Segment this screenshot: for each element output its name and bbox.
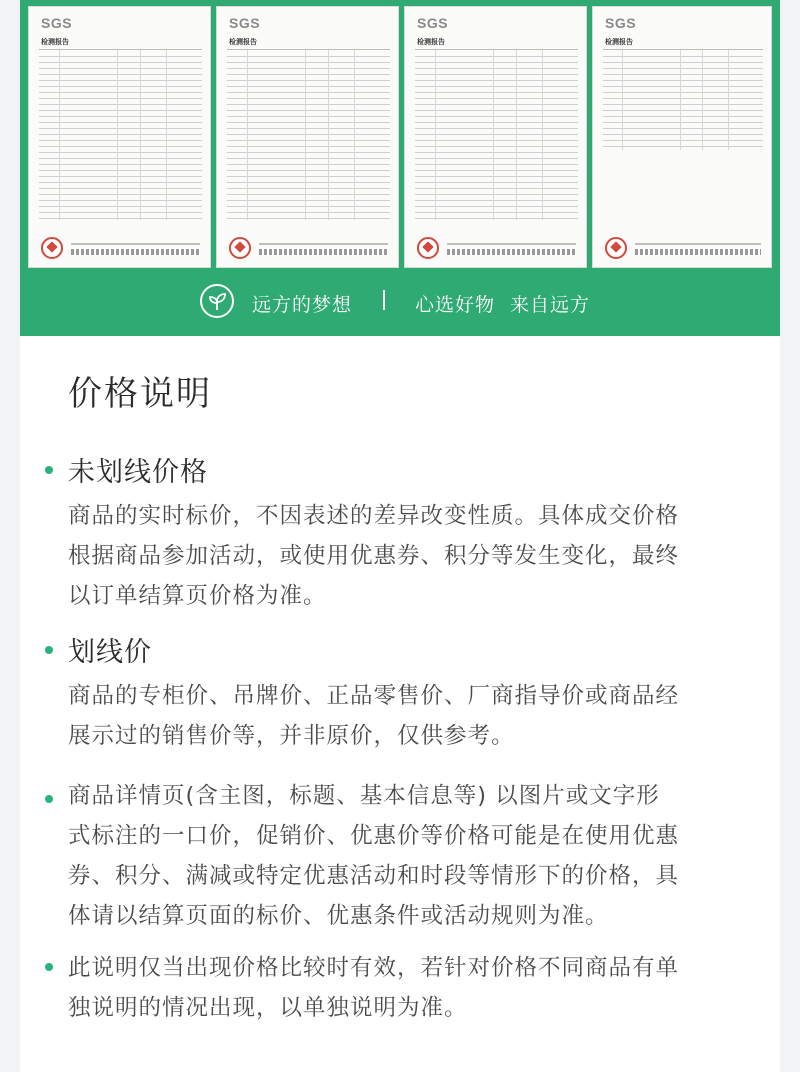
- table-rule: [39, 74, 202, 75]
- table-column-rule: [680, 50, 681, 150]
- table-rule: [39, 116, 202, 117]
- table-rule: [39, 164, 202, 165]
- table-rule: [415, 218, 578, 219]
- table-rule: [415, 92, 578, 93]
- table-rule: [415, 206, 578, 207]
- note-comparison-validity: 此说明仅当出现价格比较时有效，若针对价格不同商品有单 独说明的情况出现，以单独说明为准。: [68, 955, 680, 1021]
- note-detail-page-price: 商品详情页(含主图，标题、基本信息等) 以图片或文字形 式标注的一口价，促销价、优惠价等价格可能是在使用优惠 券、积分、满减或特定优惠活动和时段等情形下的价格，具 体请以结算页面的标价、优惠条件或活动规则为准。: [68, 783, 680, 929]
- table-rule: [227, 86, 390, 87]
- table-rule: [603, 116, 763, 117]
- table-rule: [39, 80, 202, 81]
- section-body-lined-price: 商品的专柜价、吊牌价、正品零售价、厂商指导价或商品经 展示过的销售价等，并非原价，仅供参考。: [68, 683, 680, 749]
- table-rule: [603, 128, 763, 129]
- table-rule: [415, 128, 578, 129]
- sgs-report-banner: [20, 0, 780, 336]
- table-column-rule: [140, 50, 141, 220]
- table-rule: [39, 170, 202, 171]
- table-rule: [415, 104, 578, 105]
- report-table: [415, 49, 578, 220]
- table-rule: [415, 98, 578, 99]
- table-rule: [415, 134, 578, 135]
- table-rule: [39, 68, 202, 69]
- section-body-unlined-price: 商品的实时标价，不因表述的差异改变性质。具体成交价格 根据商品参加活动，或使用优惠券、积分等发生变化，最终 以订单结算页价格为准。: [68, 503, 680, 609]
- table-rule: [603, 92, 763, 93]
- bullet-icon: [45, 963, 53, 971]
- table-rule: [603, 86, 763, 87]
- table-rule: [227, 170, 390, 171]
- table-rule: [39, 110, 202, 111]
- report-footer-text: [71, 249, 200, 255]
- table-rule: [603, 146, 763, 147]
- table-rule: [227, 164, 390, 165]
- table-rule: [227, 140, 390, 141]
- report-title: 检测报告: [417, 38, 445, 46]
- table-rule: [227, 176, 390, 177]
- sgs-logo: SGS: [229, 15, 261, 31]
- sgs-logo: SGS: [605, 15, 637, 31]
- table-rule: [227, 80, 390, 81]
- table-rule: [39, 200, 202, 201]
- table-rule: [415, 152, 578, 153]
- table-rule: [227, 218, 390, 219]
- stamp-icon: [229, 237, 251, 259]
- brand-bar: [20, 268, 780, 336]
- table-column-rule: [493, 50, 494, 220]
- table-rule: [227, 122, 390, 123]
- table-rule: [603, 62, 763, 63]
- table-rule: [415, 146, 578, 147]
- table-rule: [603, 80, 763, 81]
- table-rule: [227, 200, 390, 201]
- table-rule: [39, 134, 202, 135]
- report-footer-line: [259, 243, 388, 245]
- table-rule: [39, 152, 202, 153]
- table-rule: [415, 116, 578, 117]
- table-rule: [39, 176, 202, 177]
- report-footer-text: [259, 249, 388, 255]
- table-rule: [603, 110, 763, 111]
- table-rule: [227, 188, 390, 189]
- table-column-rule: [702, 50, 703, 150]
- report-table: [603, 49, 763, 150]
- table-rule: [39, 188, 202, 189]
- table-rule: [415, 194, 578, 195]
- table-rule: [227, 194, 390, 195]
- table-column-rule: [435, 50, 436, 220]
- table-rule: [415, 80, 578, 81]
- report-thumbnail-2[interactable]: [216, 6, 399, 268]
- report-title: 检测报告: [605, 38, 633, 46]
- table-rule: [227, 62, 390, 63]
- table-rule: [227, 56, 390, 57]
- table-rule: [415, 68, 578, 69]
- report-footer-line: [635, 243, 761, 245]
- table-rule: [39, 212, 202, 213]
- table-rule: [39, 194, 202, 195]
- table-rule: [603, 122, 763, 123]
- table-column-rule: [328, 50, 329, 220]
- table-rule: [227, 68, 390, 69]
- table-rule: [415, 158, 578, 159]
- report-title: 检测报告: [41, 38, 69, 46]
- table-rule: [415, 74, 578, 75]
- table-rule: [415, 188, 578, 189]
- sprout-icon: [200, 284, 234, 318]
- table-rule: [603, 68, 763, 69]
- table-rule: [227, 146, 390, 147]
- table-rule: [227, 206, 390, 207]
- table-rule: [415, 122, 578, 123]
- brand-name: 远方的梦想: [252, 294, 353, 316]
- table-rule: [227, 110, 390, 111]
- table-rule: [39, 206, 202, 207]
- table-rule: [39, 92, 202, 93]
- table-rule: [603, 56, 763, 57]
- bullet-icon: [45, 646, 53, 654]
- table-rule: [227, 104, 390, 105]
- report-footer-line: [447, 243, 576, 245]
- table-rule: [415, 164, 578, 165]
- table-rule: [39, 122, 202, 123]
- table-rule: [415, 176, 578, 177]
- sgs-logo: SGS: [417, 15, 449, 31]
- product-detail-card: [20, 0, 780, 1072]
- report-table: [227, 49, 390, 220]
- table-rule: [415, 56, 578, 57]
- table-column-rule: [166, 50, 167, 220]
- report-footer-text: [447, 249, 576, 255]
- table-rule: [39, 140, 202, 141]
- bullet-icon: [45, 466, 53, 474]
- table-rule: [603, 134, 763, 135]
- table-column-rule: [542, 50, 543, 220]
- stamp-icon: [417, 237, 439, 259]
- table-rule: [39, 158, 202, 159]
- table-rule: [603, 104, 763, 105]
- table-rule: [603, 140, 763, 141]
- table-rule: [415, 182, 578, 183]
- table-column-rule: [59, 50, 60, 220]
- table-rule: [39, 56, 202, 57]
- sgs-logo: SGS: [41, 15, 73, 31]
- table-rule: [227, 182, 390, 183]
- table-rule: [227, 134, 390, 135]
- stamp-icon: [41, 237, 63, 259]
- table-rule: [39, 98, 202, 99]
- table-column-rule: [354, 50, 355, 220]
- table-rule: [415, 170, 578, 171]
- report-title: 检测报告: [229, 38, 257, 46]
- section-title-lined-price: 划线价: [68, 637, 152, 668]
- table-rule: [39, 218, 202, 219]
- report-table: [39, 49, 202, 220]
- table-rule: [227, 158, 390, 159]
- report-thumbnail-1[interactable]: [28, 6, 211, 268]
- table-rule: [415, 86, 578, 87]
- report-footer-line: [71, 243, 200, 245]
- table-column-rule: [117, 50, 118, 220]
- section-title-unlined-price: 未划线价格: [68, 457, 208, 488]
- table-rule: [415, 110, 578, 111]
- table-rule: [603, 74, 763, 75]
- price-info-heading: 价格说明: [68, 374, 212, 414]
- report-thumbnail-3[interactable]: [404, 6, 587, 268]
- table-column-rule: [516, 50, 517, 220]
- table-rule: [39, 86, 202, 87]
- table-rule: [39, 146, 202, 147]
- table-rule: [415, 212, 578, 213]
- table-rule: [39, 182, 202, 183]
- table-rule: [227, 74, 390, 75]
- table-column-rule: [305, 50, 306, 220]
- table-column-rule: [247, 50, 248, 220]
- report-thumbnails: [28, 6, 772, 268]
- table-rule: [227, 92, 390, 93]
- bullet-icon: [45, 795, 53, 803]
- report-thumbnail-4[interactable]: [592, 6, 772, 268]
- table-column-rule: [728, 50, 729, 150]
- table-rule: [227, 116, 390, 117]
- brand-separator: [383, 290, 385, 310]
- stamp-icon: [605, 237, 627, 259]
- table-rule: [415, 62, 578, 63]
- table-rule: [603, 98, 763, 99]
- table-rule: [227, 98, 390, 99]
- table-rule: [227, 128, 390, 129]
- table-rule: [39, 104, 202, 105]
- table-rule: [415, 140, 578, 141]
- brand-slogan: 心选好物 来自远方: [415, 294, 591, 316]
- report-footer-text: [635, 249, 761, 255]
- table-rule: [415, 200, 578, 201]
- table-rule: [227, 152, 390, 153]
- table-column-rule: [622, 50, 623, 150]
- table-rule: [39, 128, 202, 129]
- table-rule: [227, 212, 390, 213]
- table-rule: [39, 62, 202, 63]
